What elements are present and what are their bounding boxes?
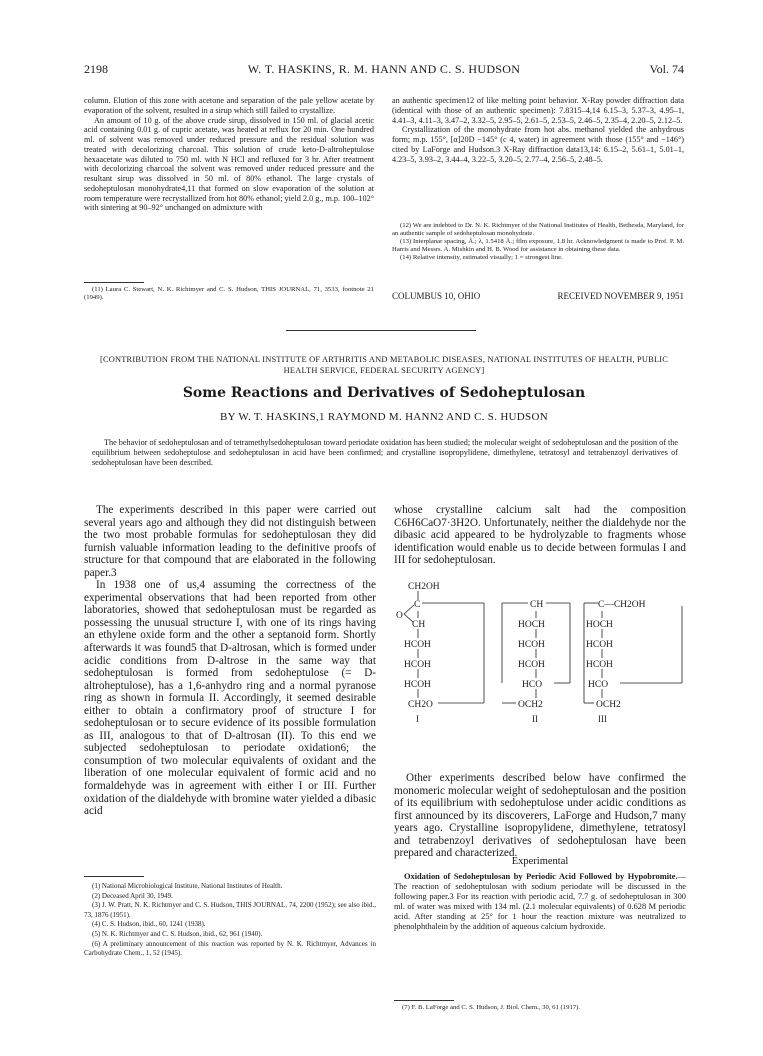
formula-ii-row: HCOH: [518, 660, 545, 670]
body-right-mid: [394, 772, 686, 860]
experimental-text: —The reaction of sedoheptulosan with sodium periodate will be discussed in the following paper.3 For its reaction with periodic acid, 7.7 g. of sedoheptulosan in 300 ml. of water was mixed with 134 ml. (2.1 molecular equivalents) of 0.628 M periodic acid. After standing at 25° for 1 hour the reaction mixture was neutralized to phenolphthalein by the addition of aqueous calcium hydroxide.: [394, 872, 686, 931]
footnote-text: (11) Laura C. Stewart, N. K. Richtmyer and C. S. Hudson, THIS JOURNAL, 71, 3533, footnote 21 (1949).: [84, 286, 374, 302]
running-authors: W. T. HASKINS, R. M. HANN AND C. S. HUDSON: [247, 62, 521, 76]
formula-i-carbon: C: [414, 600, 421, 610]
page-number: 2198: [84, 62, 108, 76]
body-left-footnotes: [84, 882, 376, 959]
footnote-text: (13) Interplanar spacing, Å.; λ, 1.5418 Å.; film exposure, 1.8 hr. Acknowledgment is made to Prof. P. M. Harris and Messrs. A. Mishkin and H. B. Wood for assistance in obtaining these data.: [392, 238, 684, 254]
body-paragraph: The experiments described in this paper were carried out several years ago and although they did not distinguish between the two most probable formulas for sedoheptulosan they did furnish valuable information leading to the definitive proofs of structure for that compound that are elaborated in the following paper.3: [84, 504, 376, 579]
body-right-footnote: [394, 1004, 686, 1012]
dateline: [392, 291, 684, 301]
formula-i-ring-oxygen: O: [396, 611, 403, 621]
formula-iii-row: C—CH2OH: [598, 600, 646, 610]
body-paragraph: whose crystalline calcium salt had the composition C6H6CaO7·3H2O. Unfortunately, neither the dialdehyde nor the dibasic acid appeared to be hydrolyzable to fragments whose identification would enable us to decide between formulas I and III for sedoheptulosan.: [394, 504, 686, 567]
body-paragraph: In 1938 one of us,4 assuming the correctness of the experimental observations that had been reported from other laboratories, showed that sedoheptulosan must be regarded as possessing the unusual structure I, with one of its rings having an ethylene oxide form and the other a septanoid form. Shortly afterwards it was found5 that D-altrosan, which is formed under acidic conditions from D-altrose in the same way that sedoheptulosan is formed from sedoheptulose (= D-altroheptulose), has a 1,6-anhydro ring and a normal pyranose ring as shown in formula II. Accordingly, it seemed desirable either to obtain a confirmatory proof of structure I for sedoheptulosan or to secure evidence of its possible formulation as III, analogous to that of D-altrosan (II). To this end we subjected sedoheptulosan to periodate oxidation6; the consumption of two molecular equivalents of oxidant and the liberation of one molecular equivalent of formic acid and no formaldehyde was in agreement with either I or III. Further oxidation of the dialdehyde with bromine water yielded a dibasic acid: [84, 579, 376, 818]
location: COLUMBUS 10, OHIO: [392, 291, 481, 301]
formula-ii-label: II: [532, 714, 538, 724]
footnote-text: (4) C. S. Hudson, ibid., 60, 1241 (1938).: [92, 920, 206, 929]
footnote-text: (12) We are indebted to Dr. N. K. Richtmyer of the National Institutes of Health, Bethesda, Maryland, for an authentic sample of sedoheptulosan monohydrate.: [392, 222, 684, 238]
received-date: RECEIVED NOVEMBER 9, 1951: [557, 291, 684, 301]
structural-formulas: [394, 578, 686, 766]
formula-ii-row: OCH2: [518, 700, 543, 710]
experimental-section: [394, 872, 686, 932]
footnote-rule: [84, 282, 144, 283]
footnote-text: (3) J. W. Pratt, N. K. Richtmyer and C. S. Hudson, THIS JOURNAL, 74, 2200 (1952); see also ibid., 73, 1876 (1951).: [84, 901, 376, 919]
body-left-column: [84, 504, 376, 818]
prev-left-footnote: [84, 286, 374, 302]
footnote-text: (5) N. K. Richtmyer and C. S. Hudson, ibid., 62, 961 (1940).: [92, 929, 263, 938]
experimental-run-in: Oxidation of Sedoheptulosan by Periodic Acid Followed by Hypobromite.: [404, 872, 678, 881]
experimental-heading: Experimental: [511, 856, 569, 867]
formula-iii-row: HOCH: [586, 620, 613, 630]
body-right-top: [394, 504, 686, 567]
body-paragraph: Other experiments described below have confirmed the monomeric molecular weight of sedoheptulosan and the position of its equilibrium with sedoheptulose under acidic conditions as first announced by its discoverers, LaForge and Hudson,7 many years ago. Crystalline isopropylidene, dimethylene, tetratosyl and tetrabenzoyl derivatives of sedoheptulosan have been prepared and characterized.: [394, 772, 686, 860]
prev-left-paragraph: column. Elution of this zone with acetone and separation of the pale yellow acetate by evaporation of the solvent, resulted in a sirup which still failed to crystallize.: [84, 96, 374, 115]
formula-iii-row: HCOH: [586, 660, 613, 670]
prev-article-left-column: [84, 96, 374, 213]
article-separator: [286, 330, 476, 331]
prev-article-right-column: [392, 96, 684, 164]
footnote-text: (7) F. B. LaForge and C. S. Hudson, J. Biol. Chem., 30, 61 (1917).: [402, 1004, 581, 1011]
formula-iii-label: III: [598, 714, 607, 724]
formula-i-top: CH2OH: [408, 582, 440, 592]
footnote-text: (14) Relative intensity, estimated visually; 1 = strongest line.: [400, 254, 563, 262]
footnote-text: (1) National Microbiological Institute, National Institutes of Health.: [92, 882, 283, 890]
prev-right-paragraph: Crystallization of the monohydrate from hot abs. methanol yielded the anhydrous form; m.p. 155°, [α]20D −145° (c 4, water) in agreement with those (155° and −146°) cited by LaForge and Hudson.3 X-Ray diffraction data13,14: 6.15–2, 5.61–1, 5.01–1, 4.23–5, 3.93–2, 3.44–4, 3.22–5, 3.20–5, 2.77–4, 2.56–5, 2.48–5.: [392, 125, 684, 164]
footnote-text: (6) A preliminary announcement of this reaction was reported by N. K. Richtmyer, Advances in Carbohydrate Chem., 1, 52 (1945).: [84, 939, 376, 958]
byline: BY W. T. HASKINS,1 RAYMOND M. HANN2 AND C. S. HUDSON: [220, 411, 548, 423]
formula-i-row: HCOH: [404, 680, 431, 690]
formula-i-row: CH2O: [408, 700, 433, 710]
formula-iii-row: HCO: [588, 680, 609, 690]
formula-ii-row: HCO: [522, 680, 543, 690]
footnote-rule: [394, 1000, 454, 1001]
formula-ii-row: CH: [530, 600, 544, 610]
formula-iii-row: HCOH: [586, 640, 613, 650]
formula-i-row: HCOH: [404, 640, 431, 650]
formula-i-label: I: [416, 714, 419, 724]
prev-right-footnotes: [392, 222, 684, 262]
abstract: The behavior of sedoheptulosan and of tetramethylsedoheptulosan toward periodate oxidation has been studied; the molecular weight of sedoheptulosan and the position of the equilibrium between sedoheptulose and sedoheptulosan in acid have been confirmed; and crystalline isopropylidene, dimethylene, tetratosyl and tetrabenzoyl derivatives of sedoheptulosan have been described.: [92, 438, 678, 467]
formula-ii-row: HCOH: [518, 640, 545, 650]
footnote-text: (2) Deceased April 30, 1949.: [92, 891, 173, 900]
article-title: Some Reactions and Derivatives of Sedoheptulosan: [182, 385, 586, 401]
prev-left-paragraph: An amount of 10 g. of the above crude sirup, dissolved in 150 ml. of glacial acetic acid containing 0.01 g. of cupric acetate, was heated at reflux for 20 min. One hundred ml. of solvent was removed under reduced pressure and the residual solution was treated with decolorizing charcoal. This solution of crude keto-D-altroheptulose hexaacetate was diluted to 750 ml. with N HCl and refluxed for 3 hr. After treatment with decolorizing charcoal the solvent was removed under reduced pressure and the resultant sirup was dissolved in 50 ml. of 80% ethanol. The large crystals of sedoheptulosan monohydrate4,11 that formed on slow evaporation of the solution at room temperature were recrystallized from hot 80% ethanol; yield 2.0 g., m.p. 100–102° with sintering at 90–92° unchanged on admixture with: [84, 115, 374, 213]
formula-i-row: HCOH: [404, 660, 431, 670]
volume-label: Vol. 74: [649, 62, 684, 76]
prev-right-paragraph: an authentic specimen12 of like melting point behavior. X-Ray powder diffraction data (identical with those of an authentic specimen): 7.8315–4,14 6.15–3, 5.37–3, 4.95–1, 4.41–3, 4.11–3, 3.47–2, 3.32–5, 2.95–5, 2.61–5, 2.53–5, 2.46–5, 2.35–4, 2.20–5, 2.12–5.: [392, 96, 684, 125]
formula-ii-row: HOCH: [518, 620, 545, 630]
formula-iii-row: OCH2: [596, 700, 621, 710]
contribution-note: [CONTRIBUTION FROM THE NATIONAL INSTITUTE OF ARTHRITIS AND METABOLIC DISEASES, NATIONAL INSTITUTES OF HEALTH, PUBLIC HEALTH SERVICE, FEDERAL SECURITY AGENCY]: [99, 355, 669, 375]
formula-i-row: CH: [412, 620, 426, 630]
footnote-rule: [84, 876, 144, 877]
